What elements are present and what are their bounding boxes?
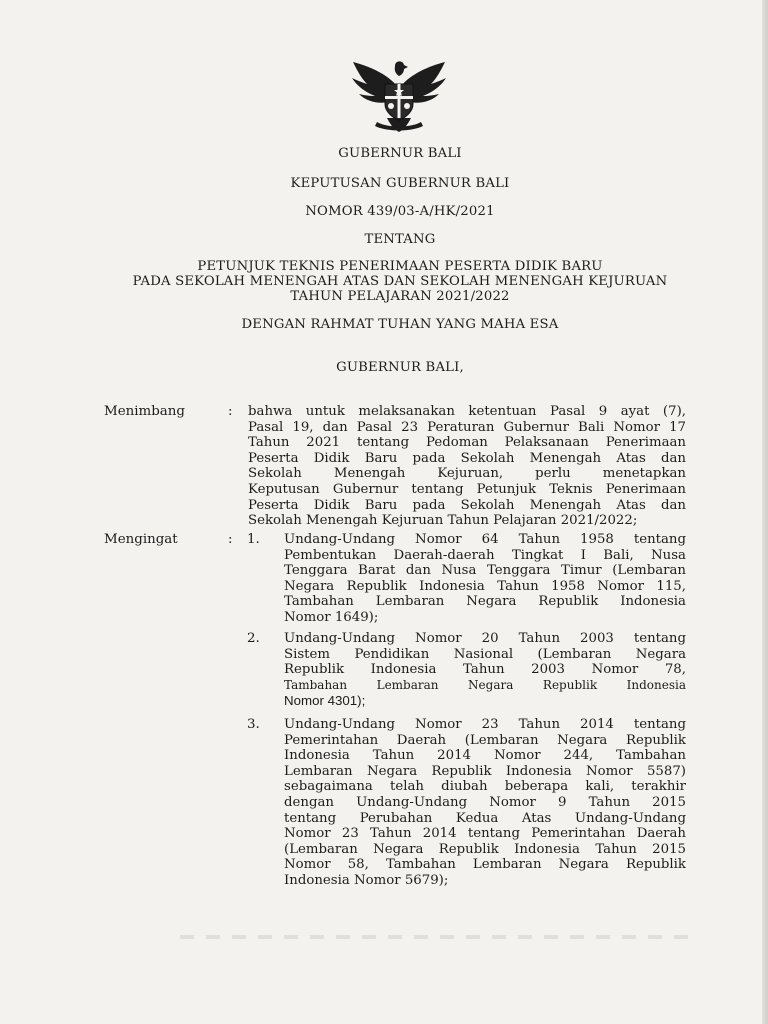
mengingat-item-1 bbox=[284, 532, 686, 626]
text-line: Sistem Pendidikan Nasional (Lembaran Negara bbox=[284, 646, 686, 662]
item-number-1: 1. bbox=[247, 532, 260, 547]
text-line: Keputusan Gubernur tentang Petunjuk Teknis Penerimaan bbox=[248, 481, 686, 497]
text-line: (Lembaran Negara Republik Indonesia Tahun 2015 bbox=[284, 841, 686, 857]
text-line: Republik Indonesia Tahun 2003 Nomor 78, bbox=[284, 662, 686, 678]
garuda-emblem-icon bbox=[347, 56, 451, 134]
text-line: Tambahan Lembaran Negara Republik Indonesia bbox=[284, 594, 686, 610]
menimbang-colon: : bbox=[228, 404, 233, 419]
text-line: dengan Undang-Undang Nomor 9 Tahun 2015 bbox=[284, 794, 686, 810]
header-gubernur: GUBERNUR BALI bbox=[338, 146, 462, 161]
mengingat-label: Mengingat bbox=[104, 532, 178, 547]
page-edge bbox=[762, 0, 768, 1024]
text-line: Sekolah Menengah Kejuruan Tahun Pelajaran 2021/2022; bbox=[248, 513, 638, 529]
text-line: Nomor 23 Tahun 2014 tentang Pemerintahan Daerah bbox=[284, 826, 686, 842]
text-line: Peserta Didik Baru pada Sekolah Menengah Atas dan bbox=[248, 497, 686, 513]
item-number-3: 3. bbox=[247, 717, 260, 732]
header-tentang: TENTANG bbox=[364, 232, 436, 247]
text-line: Nomor 1649); bbox=[284, 609, 379, 625]
mengingat-item-2 bbox=[284, 631, 686, 709]
text-line: Pasal 19, dan Pasal 23 Peraturan Gubernur Bali Nomor 17 bbox=[248, 419, 686, 435]
header-nomor: NOMOR 439/03-A/HK/2021 bbox=[305, 204, 495, 219]
invocation: DENGAN RAHMAT TUHAN YANG MAHA ESA bbox=[241, 317, 559, 332]
item-number-2: 2. bbox=[247, 631, 260, 646]
title-line-2: PADA SEKOLAH MENENGAH ATAS DAN SEKOLAH MENENGAH KEJURUAN bbox=[132, 274, 668, 289]
text-line: Sekolah Menengah Kejuruan, perlu menetapkan bbox=[248, 466, 686, 482]
text-line: Tahun 2021 tentang Pedoman Pelaksanaan Penerimaan bbox=[248, 435, 686, 451]
text-line: Undang-Undang Nomor 23 Tahun 2014 tentang bbox=[284, 717, 686, 732]
text-line: tentang Perubahan Kedua Atas Undang-Undang bbox=[284, 810, 686, 826]
text-line: Negara Republik Indonesia Tahun 1958 Nomor 115, bbox=[284, 578, 686, 594]
addressee: GUBERNUR BALI, bbox=[336, 360, 464, 375]
mengingat-item-3 bbox=[284, 717, 686, 889]
text-line: Peserta Didik Baru pada Sekolah Menengah Atas dan bbox=[248, 450, 686, 466]
header-keputusan: KEPUTUSAN GUBERNUR BALI bbox=[290, 176, 510, 191]
text-line: Tenggara Barat dan Nusa Tenggara Timur (Lembaran bbox=[284, 563, 686, 579]
title-line-1: PETUNJUK TEKNIS PENERIMAAN PESERTA DIDIK BARU bbox=[197, 259, 603, 274]
text-line: Tambahan Lembaran Negara Republik Indonesia bbox=[284, 677, 686, 692]
text-line: Pembentukan Daerah-daerah Tingkat I Bali, Nusa bbox=[284, 547, 686, 563]
text-line: Lembaran Negara Republik Indonesia Nomor 5587) bbox=[284, 763, 686, 779]
text-line: Nomor 4301); bbox=[284, 693, 366, 709]
text-line: Undang-Undang Nomor 64 Tahun 1958 tentang bbox=[284, 532, 686, 547]
text-line: bahwa untuk melaksanakan ketentuan Pasal 9 ayat (7), bbox=[248, 404, 686, 419]
text-line: Indonesia Tahun 2014 Nomor 244, Tambahan bbox=[284, 748, 686, 764]
mengingat-colon: : bbox=[228, 532, 233, 547]
text-line: sebagaimana telah diubah beberapa kali, terakhir bbox=[284, 779, 686, 795]
text-line: Nomor 58, Tambahan Lembaran Negara Republik bbox=[284, 857, 686, 873]
title-line-3: TAHUN PELAJARAN 2021/2022 bbox=[290, 289, 510, 304]
text-line: Undang-Undang Nomor 20 Tahun 2003 tentang bbox=[284, 631, 686, 646]
menimbang-text bbox=[248, 404, 686, 529]
text-line: Indonesia Nomor 5679); bbox=[284, 872, 449, 888]
menimbang-label: Menimbang bbox=[104, 404, 185, 419]
text-line: Pemerintahan Daerah (Lembaran Negara Republik bbox=[284, 732, 686, 748]
scan-artifact bbox=[180, 935, 700, 939]
